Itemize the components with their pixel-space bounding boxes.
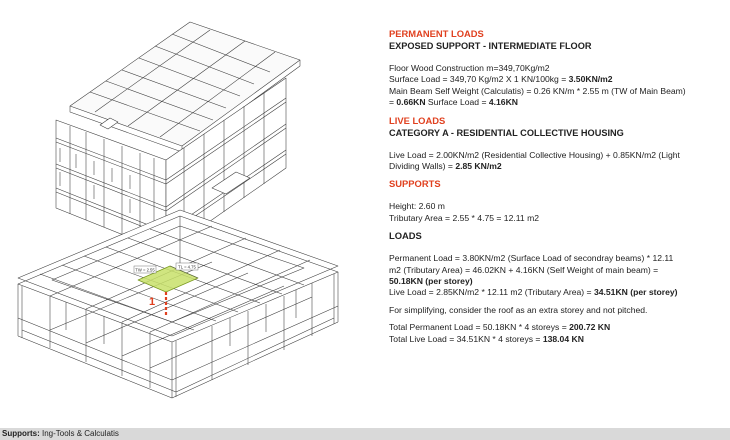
loads-heading: LOADS xyxy=(389,230,422,242)
supports-heading: SUPPORTS xyxy=(389,178,441,190)
permanent-load-line-1: Permanent Load = 3.80KN/m2 (Surface Load of secondray beams) * 12.11 xyxy=(389,253,674,264)
permanent-loads-subheading: EXPOSED SUPPORT - INTERMEDIATE FLOOR xyxy=(389,41,592,51)
total-live-line xyxy=(389,334,724,345)
structural-frame xyxy=(18,210,338,398)
live-load-calc-text: Live Load = 2.85KN/m2 * 12.11 m2 (Tributary Area) = xyxy=(389,287,594,298)
permanent-beam-result-line xyxy=(389,97,724,108)
permanent-surface-total: 4.16KN xyxy=(488,97,518,108)
calculation-panel xyxy=(389,28,724,345)
live-loads-subheading: CATEGORY A - RESIDENTIAL COLLECTIVE HOUSING xyxy=(389,127,624,138)
live-load-calc-value: 34.51KN (per storey) xyxy=(593,287,678,298)
permanent-load-line-2: m2 (Tributary Area) = 46.02KN + 4.16KN (Self Weight of main beam) = xyxy=(389,264,659,275)
permanent-surface-line xyxy=(389,74,724,85)
live-load-line: Live Load = 2.00KN/m2 (Residential Collective Housing) + 0.85KN/m2 (Light xyxy=(389,149,680,160)
footer-text: Ing-Tools & Calculatis xyxy=(39,429,119,438)
permanent-load-line-3 xyxy=(389,276,724,287)
live-load-result-line xyxy=(389,161,724,172)
support-height: Height: 2.60 m xyxy=(389,201,445,212)
tag-span-text: TW = 2.55 xyxy=(135,267,155,273)
permanent-surface-text: Surface Load = 349,70 Kg/m2 X 1 KN/100kg = xyxy=(389,74,569,85)
permanent-beam-value: 0.66KN xyxy=(396,97,426,108)
live-load-value: 2.85 KN/m2 xyxy=(455,161,502,172)
tag-span-label xyxy=(134,266,156,273)
live-loads-heading: LIVE LOADS xyxy=(389,114,446,126)
live-load-calc-line xyxy=(389,287,724,298)
tributary-area-line: Tributary Area = 2.55 * 4.75 = 12.11 m2 xyxy=(389,212,540,223)
tag-length-label xyxy=(176,263,198,270)
permanent-beam-eq: = xyxy=(389,97,397,108)
total-live-text: Total Live Load = 34.51KN * 4 storeys = xyxy=(389,333,543,344)
permanent-surface-label: Surface Load = xyxy=(425,97,489,108)
total-permanent-line xyxy=(389,322,724,333)
permanent-beam-line: Main Beam Self Weight (Calculatis) = 0.26 KN/m * 2.55 m (TW of Main Beam) xyxy=(389,85,686,96)
total-permanent-text: Total Permanent Load = 50.18KN * 4 storeys = xyxy=(389,322,570,333)
support-number: 1 xyxy=(149,296,156,308)
live-load-text: Dividing Walls) = xyxy=(389,161,456,172)
total-live-value: 138.04 KN xyxy=(542,333,584,344)
permanent-floor-line: Floor Wood Construction m=349,70Kg/m2 xyxy=(389,63,550,73)
simplify-note: For simplifying, consider the roof as an extra storey and not pitched. xyxy=(389,304,648,315)
source-footer xyxy=(0,428,730,440)
footer-label: Supports: xyxy=(2,429,40,438)
total-permanent-value: 200.72 KN xyxy=(569,322,611,333)
permanent-loads-heading: PERMANENT LOADS xyxy=(389,28,484,39)
permanent-load-value: 50.18KN (per storey) xyxy=(389,276,473,287)
tag-length-text: TL = 4.75 xyxy=(178,264,196,270)
permanent-surface-value: 3.50KN/m2 xyxy=(568,74,613,85)
